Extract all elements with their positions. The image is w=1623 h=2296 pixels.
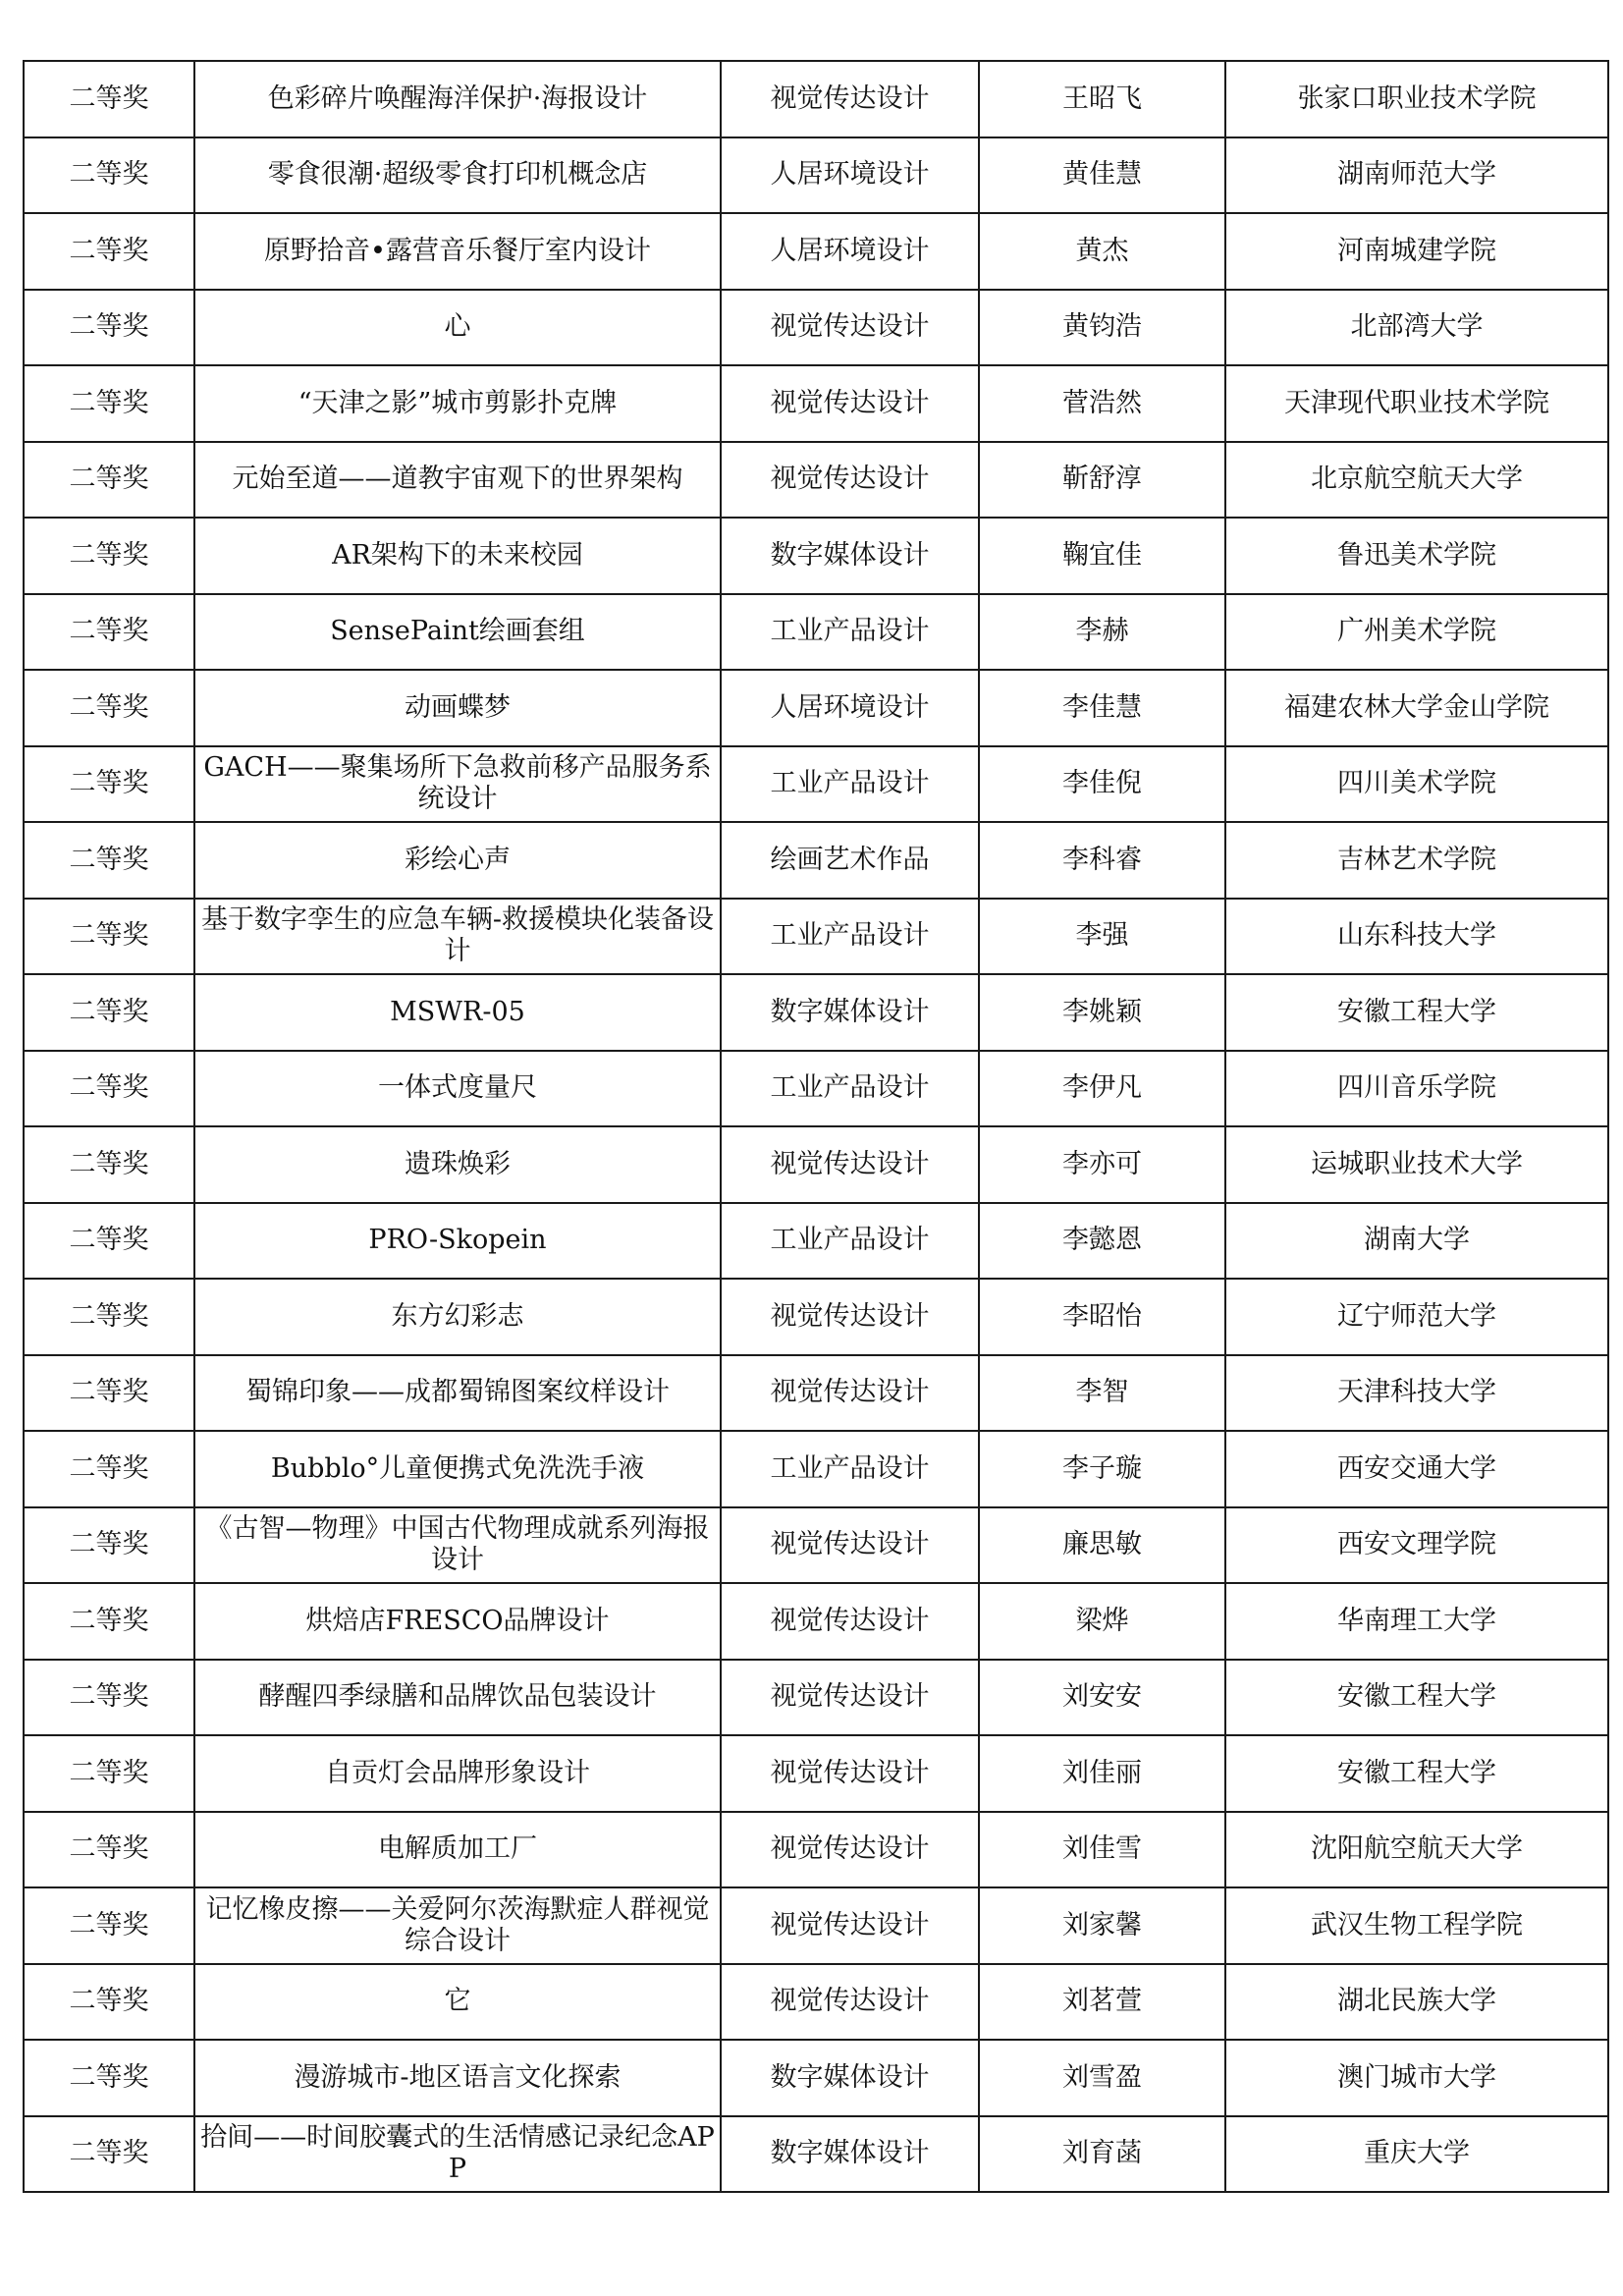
table-row [24,1583,1608,1660]
award-level-cell: 二等奖 [24,442,194,519]
table-row [24,670,1608,746]
table-row [24,1051,1608,1127]
school-cell: 沈阳航空航天大学 [1225,1812,1608,1888]
school-cell: 湖南师范大学 [1225,137,1608,214]
school-cell: 湖北民族大学 [1225,1964,1608,2041]
table-row [24,2040,1608,2116]
award-level-cell: 二等奖 [24,1051,194,1127]
category-cell: 视觉传达设计 [721,290,979,366]
table-row [24,1735,1608,1812]
table-row [24,61,1608,137]
school-cell: 天津现代职业技术学院 [1225,365,1608,442]
school-cell: 河南城建学院 [1225,213,1608,290]
award-level-cell: 二等奖 [24,594,194,671]
school-cell: 安徽工程大学 [1225,1660,1608,1736]
school-cell: 四川美术学院 [1225,746,1608,823]
work-title-cell: 基于数字孪生的应急车辆-救援模块化装备设计 [194,899,721,975]
school-cell: 四川音乐学院 [1225,1051,1608,1127]
table-row [24,365,1608,442]
category-cell: 工业产品设计 [721,594,979,671]
work-title-cell: 记忆橡皮擦——关爱阿尔茨海默症人群视觉综合设计 [194,1887,721,1964]
author-name-cell: 李伊凡 [979,1051,1225,1127]
author-name-cell: 李佳慧 [979,670,1225,746]
school-cell: 西安交通大学 [1225,1431,1608,1507]
author-name-cell: 李赫 [979,594,1225,671]
work-title-cell: 蜀锦印象——成都蜀锦图案纹样设计 [194,1355,721,1432]
work-title-cell: 零食很潮·超级零食打印机概念店 [194,137,721,214]
author-name-cell: 黄钧浩 [979,290,1225,366]
category-cell: 数字媒体设计 [721,974,979,1051]
school-cell: 广州美术学院 [1225,594,1608,671]
school-cell: 天津科技大学 [1225,1355,1608,1432]
award-level-cell: 二等奖 [24,61,194,137]
award-level-cell: 二等奖 [24,2116,194,2193]
award-level-cell: 二等奖 [24,1355,194,1432]
work-title-cell: 动画蝶梦 [194,670,721,746]
work-title-cell: 东方幻彩志 [194,1279,721,1355]
category-cell: 人居环境设计 [721,213,979,290]
category-cell: 视觉传达设计 [721,442,979,519]
category-cell: 视觉传达设计 [721,1355,979,1432]
table-row [24,1887,1608,1964]
category-cell: 视觉传达设计 [721,1964,979,2041]
table-row [24,518,1608,594]
category-cell: 工业产品设计 [721,1203,979,1280]
author-name-cell: 李智 [979,1355,1225,1432]
work-title-cell: GACH——聚集场所下急救前移产品服务系统设计 [194,746,721,823]
school-cell: 北部湾大学 [1225,290,1608,366]
award-level-cell: 二等奖 [24,213,194,290]
author-name-cell: 黄佳慧 [979,137,1225,214]
category-cell: 工业产品设计 [721,899,979,975]
author-name-cell: 黄杰 [979,213,1225,290]
author-name-cell: 李亦可 [979,1126,1225,1203]
award-level-cell: 二等奖 [24,974,194,1051]
award-level-cell: 二等奖 [24,1203,194,1280]
category-cell: 人居环境设计 [721,137,979,214]
author-name-cell: 刘育菡 [979,2116,1225,2193]
category-cell: 视觉传达设计 [721,1660,979,1736]
award-level-cell: 二等奖 [24,1507,194,1584]
category-cell: 数字媒体设计 [721,518,979,594]
award-level-cell: 二等奖 [24,746,194,823]
award-level-cell: 二等奖 [24,1812,194,1888]
author-name-cell: 李佳倪 [979,746,1225,823]
award-level-cell: 二等奖 [24,1964,194,2041]
award-level-cell: 二等奖 [24,670,194,746]
category-cell: 视觉传达设计 [721,1507,979,1584]
awards-table [23,60,1609,2193]
award-level-cell: 二等奖 [24,1279,194,1355]
author-name-cell: 李懿恩 [979,1203,1225,1280]
award-level-cell: 二等奖 [24,365,194,442]
category-cell: 视觉传达设计 [721,1583,979,1660]
work-title-cell: 漫游城市-地区语言文化探索 [194,2040,721,2116]
table-row [24,1660,1608,1736]
table-row [24,899,1608,975]
award-level-cell: 二等奖 [24,899,194,975]
work-title-cell: 色彩碎片唤醒海洋保护·海报设计 [194,61,721,137]
category-cell: 视觉传达设计 [721,1887,979,1964]
award-level-cell: 二等奖 [24,518,194,594]
work-title-cell: AR架构下的未来校园 [194,518,721,594]
category-cell: 工业产品设计 [721,746,979,823]
school-cell: 张家口职业技术学院 [1225,61,1608,137]
work-title-cell: 自贡灯会品牌形象设计 [194,1735,721,1812]
award-level-cell: 二等奖 [24,1126,194,1203]
school-cell: 重庆大学 [1225,2116,1608,2193]
table-row [24,1431,1608,1507]
author-name-cell: 刘佳丽 [979,1735,1225,1812]
author-name-cell: 刘佳雪 [979,1812,1225,1888]
award-level-cell: 二等奖 [24,290,194,366]
category-cell: 数字媒体设计 [721,2116,979,2193]
work-title-cell: 烘焙店FRESCO品牌设计 [194,1583,721,1660]
category-cell: 视觉传达设计 [721,1735,979,1812]
author-name-cell: 李昭怡 [979,1279,1225,1355]
author-name-cell: 刘安安 [979,1660,1225,1736]
work-title-cell: SensePaint绘画套组 [194,594,721,671]
category-cell: 工业产品设计 [721,1431,979,1507]
school-cell: 西安文理学院 [1225,1507,1608,1584]
work-title-cell: 一体式度量尺 [194,1051,721,1127]
school-cell: 华南理工大学 [1225,1583,1608,1660]
school-cell: 武汉生物工程学院 [1225,1887,1608,1964]
school-cell: 运城职业技术大学 [1225,1126,1608,1203]
school-cell: 湖南大学 [1225,1203,1608,1280]
award-level-cell: 二等奖 [24,1583,194,1660]
category-cell: 人居环境设计 [721,670,979,746]
author-name-cell: 靳舒淳 [979,442,1225,519]
school-cell: 辽宁师范大学 [1225,1279,1608,1355]
award-level-cell: 二等奖 [24,1887,194,1964]
work-title-cell: 酵醒四季绿膳和品牌饮品包装设计 [194,1660,721,1736]
category-cell: 视觉传达设计 [721,1279,979,1355]
work-title-cell: MSWR-05 [194,974,721,1051]
work-title-cell: Bubblo°儿童便携式免洗洗手液 [194,1431,721,1507]
table-row [24,442,1608,519]
author-name-cell: 李科睿 [979,822,1225,899]
work-title-cell: 遗珠焕彩 [194,1126,721,1203]
award-level-cell: 二等奖 [24,2040,194,2116]
school-cell: 安徽工程大学 [1225,1735,1608,1812]
category-cell: 视觉传达设计 [721,61,979,137]
category-cell: 视觉传达设计 [721,365,979,442]
work-title-cell: 电解质加工厂 [194,1812,721,1888]
author-name-cell: 李强 [979,899,1225,975]
school-cell: 澳门城市大学 [1225,2040,1608,2116]
author-name-cell: 刘雪盈 [979,2040,1225,2116]
school-cell: 吉林艺术学院 [1225,822,1608,899]
table-row [24,822,1608,899]
award-level-cell: 二等奖 [24,822,194,899]
work-title-cell: 彩绘心声 [194,822,721,899]
award-level-cell: 二等奖 [24,1660,194,1736]
school-cell: 北京航空航天大学 [1225,442,1608,519]
award-level-cell: 二等奖 [24,1735,194,1812]
author-name-cell: 刘茗萱 [979,1964,1225,2041]
table-row [24,213,1608,290]
school-cell: 福建农林大学金山学院 [1225,670,1608,746]
work-title-cell: 《古智—物理》中国古代物理成就系列海报设计 [194,1507,721,1584]
table-row [24,290,1608,366]
table-row [24,594,1608,671]
author-name-cell: 李子璇 [979,1431,1225,1507]
table-row [24,137,1608,214]
school-cell: 山东科技大学 [1225,899,1608,975]
awards-table-body [24,61,1608,2192]
table-row [24,1355,1608,1432]
table-row [24,2116,1608,2193]
table-row [24,974,1608,1051]
table-row [24,1126,1608,1203]
work-title-cell: 元始至道——道教宇宙观下的世界架构 [194,442,721,519]
table-row [24,1507,1608,1584]
work-title-cell: 原野拾音•露营音乐餐厅室内设计 [194,213,721,290]
table-row [24,1203,1608,1280]
author-name-cell: 刘家馨 [979,1887,1225,1964]
author-name-cell: 鞠宜佳 [979,518,1225,594]
work-title-cell: 拾间——时间胶囊式的生活情感记录纪念APP [194,2116,721,2193]
category-cell: 数字媒体设计 [721,2040,979,2116]
author-name-cell: 王昭飞 [979,61,1225,137]
work-title-cell: 心 [194,290,721,366]
author-name-cell: 梁烨 [979,1583,1225,1660]
school-cell: 鲁迅美术学院 [1225,518,1608,594]
category-cell: 绘画艺术作品 [721,822,979,899]
table-row [24,1279,1608,1355]
author-name-cell: 廉思敏 [979,1507,1225,1584]
category-cell: 工业产品设计 [721,1051,979,1127]
author-name-cell: 菅浩然 [979,365,1225,442]
category-cell: 视觉传达设计 [721,1126,979,1203]
award-level-cell: 二等奖 [24,137,194,214]
work-title-cell: PRO-Skopein [194,1203,721,1280]
work-title-cell: “天津之影”城市剪影扑克牌 [194,365,721,442]
author-name-cell: 李姚颖 [979,974,1225,1051]
award-level-cell: 二等奖 [24,1431,194,1507]
work-title-cell: 它 [194,1964,721,2041]
table-row [24,1964,1608,2041]
school-cell: 安徽工程大学 [1225,974,1608,1051]
table-row [24,746,1608,823]
table-row [24,1812,1608,1888]
category-cell: 视觉传达设计 [721,1812,979,1888]
